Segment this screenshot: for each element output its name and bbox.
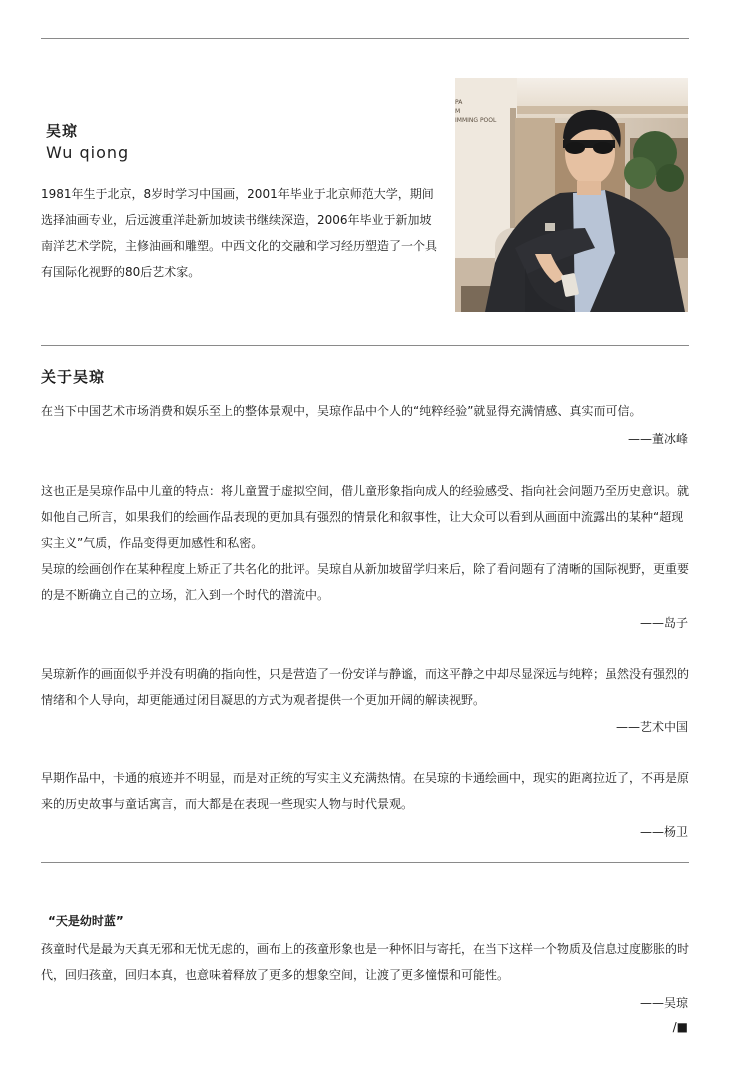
- quote-4-author: ——杨卫: [639, 825, 688, 839]
- end-mark: /■: [672, 1020, 688, 1034]
- artist-name-english: Wu qiong: [46, 143, 130, 162]
- statement-author: ——吴琼: [639, 996, 688, 1010]
- quote-2-author: ——岛子: [639, 616, 688, 630]
- photo-sign-line-2: M: [455, 108, 461, 115]
- quote-2-paragraph-1: 这也正是吴琼作品中儿童的特点：将儿童置于虚拟空间，借儿童形象指向成人的经验感受、指向社会问题乃至历史意识。就如他自己所言，如果我们的绘画作品表现的更加具有强烈的情景化和叙事性，让大众可以看到从画面中流露出的某种“超现实主义”气质，作品变得更加感性和私密。: [41, 484, 690, 550]
- quote-1-author: ——董冰峰: [627, 432, 688, 446]
- section-divider-2: [41, 862, 689, 863]
- statement-title: “天是幼时蓝”: [48, 914, 124, 928]
- quote-3: 吴琼新作的画面似乎并没有明确的指向性，只是营造了一份安详与静谧，而这平静之中却尽显深远与纯粹；虽然没有强烈的情绪和个人导向，却更能通过闭目凝思的方式为观者提供一个更加开阔的解读视野。: [41, 667, 690, 707]
- quote-4: 早期作品中，卡通的痕迹并不明显，而是对正统的写实主义充满热情。在吴琼的卡通绘画中，现实的距离拉近了，不再是原来的历史故事与童话寓言，而大都是在表现一些现实人物与时代景观。: [41, 771, 690, 811]
- photo-sign-line-3: IMMING POOL: [455, 117, 497, 124]
- quote-3-author: ——艺术中国: [615, 720, 688, 734]
- artist-name-chinese: 吴琼: [46, 122, 79, 140]
- artist-portrait-photo: [455, 78, 688, 312]
- quote-2-paragraph-2: 吴琼的绘画创作在某种程度上矫正了共名化的批评。吴琼自从新加坡留学归来后，除了看问题有了清晰的国际视野，更重要的是不断确立自己的立场，汇入到一个时代的潜流中。: [41, 562, 690, 602]
- artist-bio: 1981年生于北京，8岁时学习中国画，2001年毕业于北京师范大学，期间选择油画专业，后远渡重洋赴新加坡读书继续深造，2006年毕业于新加坡南洋艺术学院，主修油画和雕塑。中西文化的交融和学习经历塑造了一个具有国际化视野的80后艺术家。: [41, 187, 438, 279]
- statement-text: 孩童时代是最为天真无邪和无忧无虑的，画布上的孩童形象也是一种怀旧与寄托，在当下这样一个物质及信息过度膨胀的时代，回归孩童，回归本真，也意味着释放了更多的想象空间，让渡了更多憧憬和可能性。: [41, 942, 690, 982]
- photo-sign-line-1: PA: [455, 99, 463, 106]
- section-title-about: 关于吴琼: [41, 368, 106, 386]
- section-divider-1: [41, 345, 689, 346]
- top-divider: [41, 38, 689, 39]
- quote-1: 在当下中国艺术市场消费和娱乐至上的整体景观中，吴琼作品中个人的“纯粹经验”就显得充满情感、真实而可信。: [41, 404, 642, 418]
